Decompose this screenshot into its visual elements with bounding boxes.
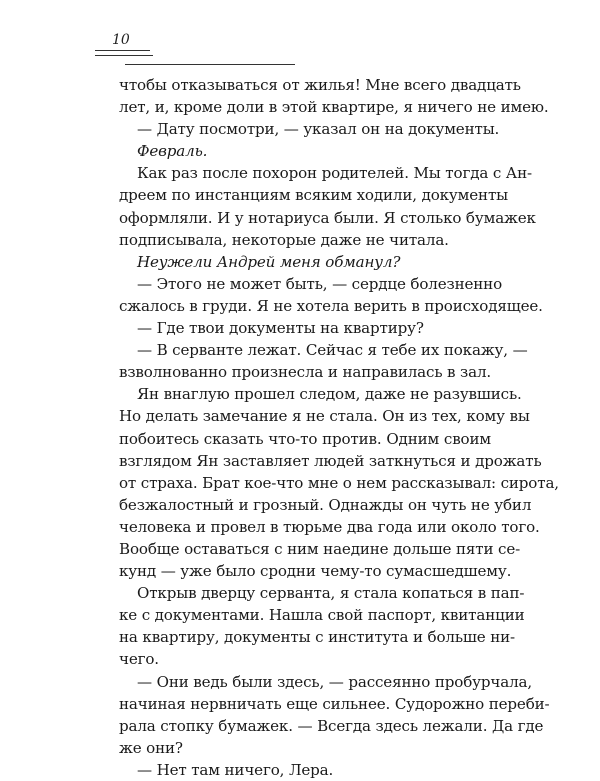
text-line: — Нет там ничего, Лера. xyxy=(137,760,334,779)
text-line: Ян внаглую прошел следом, даже не разувшись. xyxy=(137,385,522,404)
text-line: кунд — уже было сродни чему-то сумасшедшему. xyxy=(119,562,512,581)
text-line: рала стопку бумажек. — Всегда здесь лежали. Да где xyxy=(119,716,544,735)
text-line: побоитесь сказать что-то против. Одним своим xyxy=(119,429,491,448)
text-line: Как раз после похорон родителей. Мы тогда с Ан- xyxy=(137,164,532,183)
text-line: Неужели Андрей меня обманул? xyxy=(137,252,401,271)
text-line: Открыв дверцу серванта, я стала копаться в пап- xyxy=(137,584,525,603)
text-line: сжалось в груди. Я не хотела верить в происходящее. xyxy=(119,296,543,315)
text-line: — В серванте лежат. Сейчас я тебе их покажу, — xyxy=(137,341,528,360)
header-rule xyxy=(95,55,153,56)
text-line: дреем по инстанциям всяким ходили, документы xyxy=(119,186,509,205)
text-line: чего. xyxy=(119,650,159,669)
text-line: — Они ведь были здесь, — рассеянно пробурчала, xyxy=(137,672,533,691)
text-line: чтобы отказываться от жилья! Мне всего двадцать xyxy=(119,76,521,94)
text-line: человека и провел в тюрьме два года или около того. xyxy=(119,517,540,536)
header-rule xyxy=(125,64,295,65)
text-line: взглядом Ян заставляет людей заткнуться и дрожать xyxy=(119,451,542,470)
text-line: же они? xyxy=(119,738,183,757)
text-line: лет, и, кроме доли в этой квартире, я ничего не имею. xyxy=(119,98,549,117)
text-line: начиная нервничать еще сильнее. Судорожно переби- xyxy=(119,694,550,713)
text-line: на квартиру, документы с института и больше ни- xyxy=(119,628,515,647)
page-number: 10 xyxy=(112,32,130,48)
text-line: — Этого не может быть, — сердце болезненно xyxy=(137,274,503,293)
text-line: оформляли. И у нотариуса были. Я столько бумажек xyxy=(119,208,536,227)
text-line: — Дату посмотри, — указал он на документы. xyxy=(137,120,500,139)
header-rule xyxy=(95,50,150,51)
text-line: безжалостный и грозный. Однажды он чуть не убил xyxy=(119,495,532,514)
text-line: Но делать замечание я не стала. Он из тех, кому вы xyxy=(119,407,530,426)
text-line: подписывала, некоторые даже не читала. xyxy=(119,230,449,249)
text-line: — Где твои документы на квартиру? xyxy=(137,319,424,338)
text-line: взволнованно произнесла и направилась в зал. xyxy=(119,363,492,382)
text-line: ке с документами. Нашла свой паспорт, квитанции xyxy=(119,606,525,625)
text-line: Февраль. xyxy=(137,142,208,161)
body-text xyxy=(119,74,559,781)
text-line: Вообще оставаться с ним наедине дольше пяти се- xyxy=(119,539,521,558)
text-line: от страха. Брат кое-что мне о нем рассказывал: сирота, xyxy=(119,473,559,492)
